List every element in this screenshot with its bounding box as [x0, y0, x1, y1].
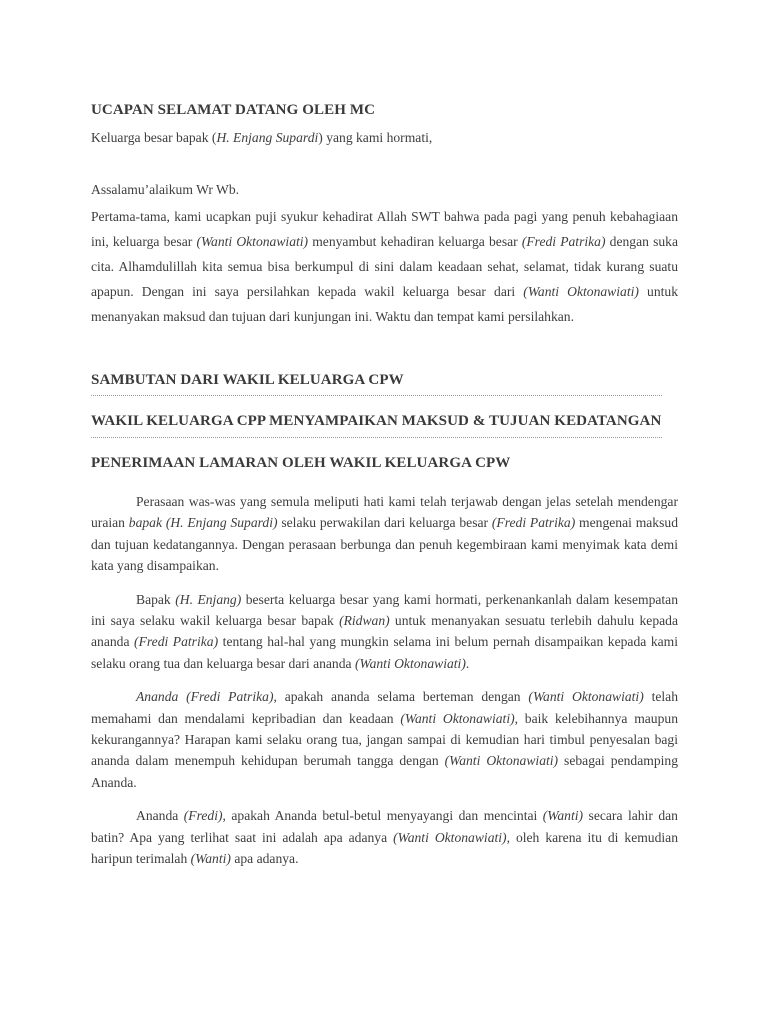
text-run: sebagai pendamping Ananda. [91, 753, 678, 790]
text-run-italic: (Fredi Patrika) [134, 634, 219, 650]
text-run-italic: (Wanti Oktonawiati) [354, 655, 466, 671]
welcome-paragraph [91, 204, 678, 329]
text-run-italic: (Wanti Oktonawiati) [400, 710, 515, 726]
heading-penerimaan: PENERIMAAN LAMARAN OLEH WAKIL KELUARGA CPW [91, 455, 511, 471]
text-run: , apakah ananda selama berteman dengan [273, 689, 529, 705]
dotted-divider [91, 395, 662, 396]
text-run: , apakah Ananda betul-betul menyayangi dan mencintai [222, 808, 543, 824]
heading-sambutan: SAMBUTAN DARI WAKIL KELUARGA CPW [91, 372, 404, 388]
text-run: beserta keluarga besar yang kami hormati, perkenankanlah dalam kesempatan ini saya selaku wakil keluarga besar bapak [91, 591, 679, 629]
salam-line: Assalamu’alaikum Wr Wb. [91, 182, 240, 197]
text-run: Ananda [136, 808, 184, 824]
text-run: Perasaan was-was yang semula meliputi hati kami telah terjawab dengan jelas setelah mendengar uraian [91, 494, 678, 531]
text-run-italic: (Wanti Oktonawiati) [528, 689, 644, 705]
text-run: dengan suka cita. Alhamdulillah kita semua bisa berkumpul di sini dalam keadaan sehat, selamat, tidak kurang suatu apapun. Dengan ini saya persilahkan kepada wakil keluarga besar dari [91, 234, 678, 299]
text-run-italic: (Wanti) [542, 808, 584, 824]
text-run: secara lahir dan batin? Apa yang terlihat saat ini adalah apa adanya [91, 808, 678, 845]
text-run: , oleh karena itu di kemudian haripun terimalah [91, 829, 678, 867]
text-run-italic: (Fredi) [183, 808, 223, 824]
text-run: ) yang kami hormati, [318, 130, 433, 145]
text-run-italic: (Wanti Oktonawiati) [393, 829, 507, 845]
text-run: telah memahami dan mendalami kepribadian dan keadaan [91, 689, 678, 726]
paragraph-4 [91, 805, 678, 869]
text-run: Keluarga besar bapak ( [91, 130, 217, 145]
section-penerimaan [91, 491, 678, 870]
text-run-italic: (Wanti) [190, 851, 231, 867]
text-run-italic: (Wanti Oktonawiati) [196, 234, 309, 249]
paragraph-3 [91, 686, 678, 793]
text-run: untuk menanyakan maksud dan tujuan dari kunjungan ini. Waktu dan tempat kami persilahkan. [91, 284, 678, 324]
text-run: Bapak [136, 591, 176, 607]
text-run-italic: (Wanti Oktonawiati) [444, 753, 559, 769]
text-run: , baik kelebihannya maupun kekurangannya? Harapan kami selaku orang tua, jangan sampai di kemudian hari timbul penyesalan bagi ananda dalam menempuh kehidupan berumah tangga dengan [91, 710, 678, 769]
section-welcome [91, 99, 678, 329]
document-content [91, 99, 678, 870]
text-run-italic: (Fredi Patrika) [521, 234, 606, 249]
text-run: Pertama-tama, kami ucapkan puji syukur kehadirat Allah SWT bahwa pada pagi yang penuh kebahagiaan ini, keluarga besar [91, 209, 678, 249]
paragraph-1 [91, 491, 678, 577]
text-run-italic: bapak (H. Enjang Supardi) [128, 515, 278, 531]
text-run-italic: (H. Enjang) [175, 591, 242, 607]
greeting-line [91, 125, 678, 150]
text-run: tentang hal-hal yang mungkin selama ini belum pernah disampaikan kepada kami selaku orang tua dan keluarga besar dari ananda [91, 634, 679, 671]
text-run: apa adanya. [230, 851, 299, 867]
text-run: mengenai maksud dan tujuan kedatangannya. Dengan perasaan berbunga dan penuh kegembiraan kami menyimak kata demi kata yang disampaikan. [91, 515, 678, 574]
text-run-italic: (Fredi Patrika) [491, 515, 576, 531]
text-run-italic: H. Enjang Supardi [216, 130, 319, 145]
paragraph-2 [91, 589, 678, 675]
heading-welcome: UCAPAN SELAMAT DATANG OLEH MC [91, 102, 376, 118]
text-run-italic: (Ridwan) [339, 613, 390, 629]
text-run: . [465, 655, 470, 671]
text-run: untuk menanyakan sesuatu terlebih dahulu kepada ananda [91, 613, 678, 650]
text-run: selaku perwakilan dari keluarga besar [277, 515, 492, 531]
heading-maksud-tujuan: WAKIL KELUARGA CPP MENYAMPAIKAN MAKSUD & TUJUAN KEDATANGAN [91, 413, 662, 429]
text-run: menyambut kehadiran keluarga besar [308, 234, 522, 249]
dotted-divider [91, 437, 662, 438]
text-run-italic: Ananda (Fredi Patrika) [136, 689, 274, 705]
text-run-italic: (Wanti Oktonawiati) [523, 284, 639, 299]
